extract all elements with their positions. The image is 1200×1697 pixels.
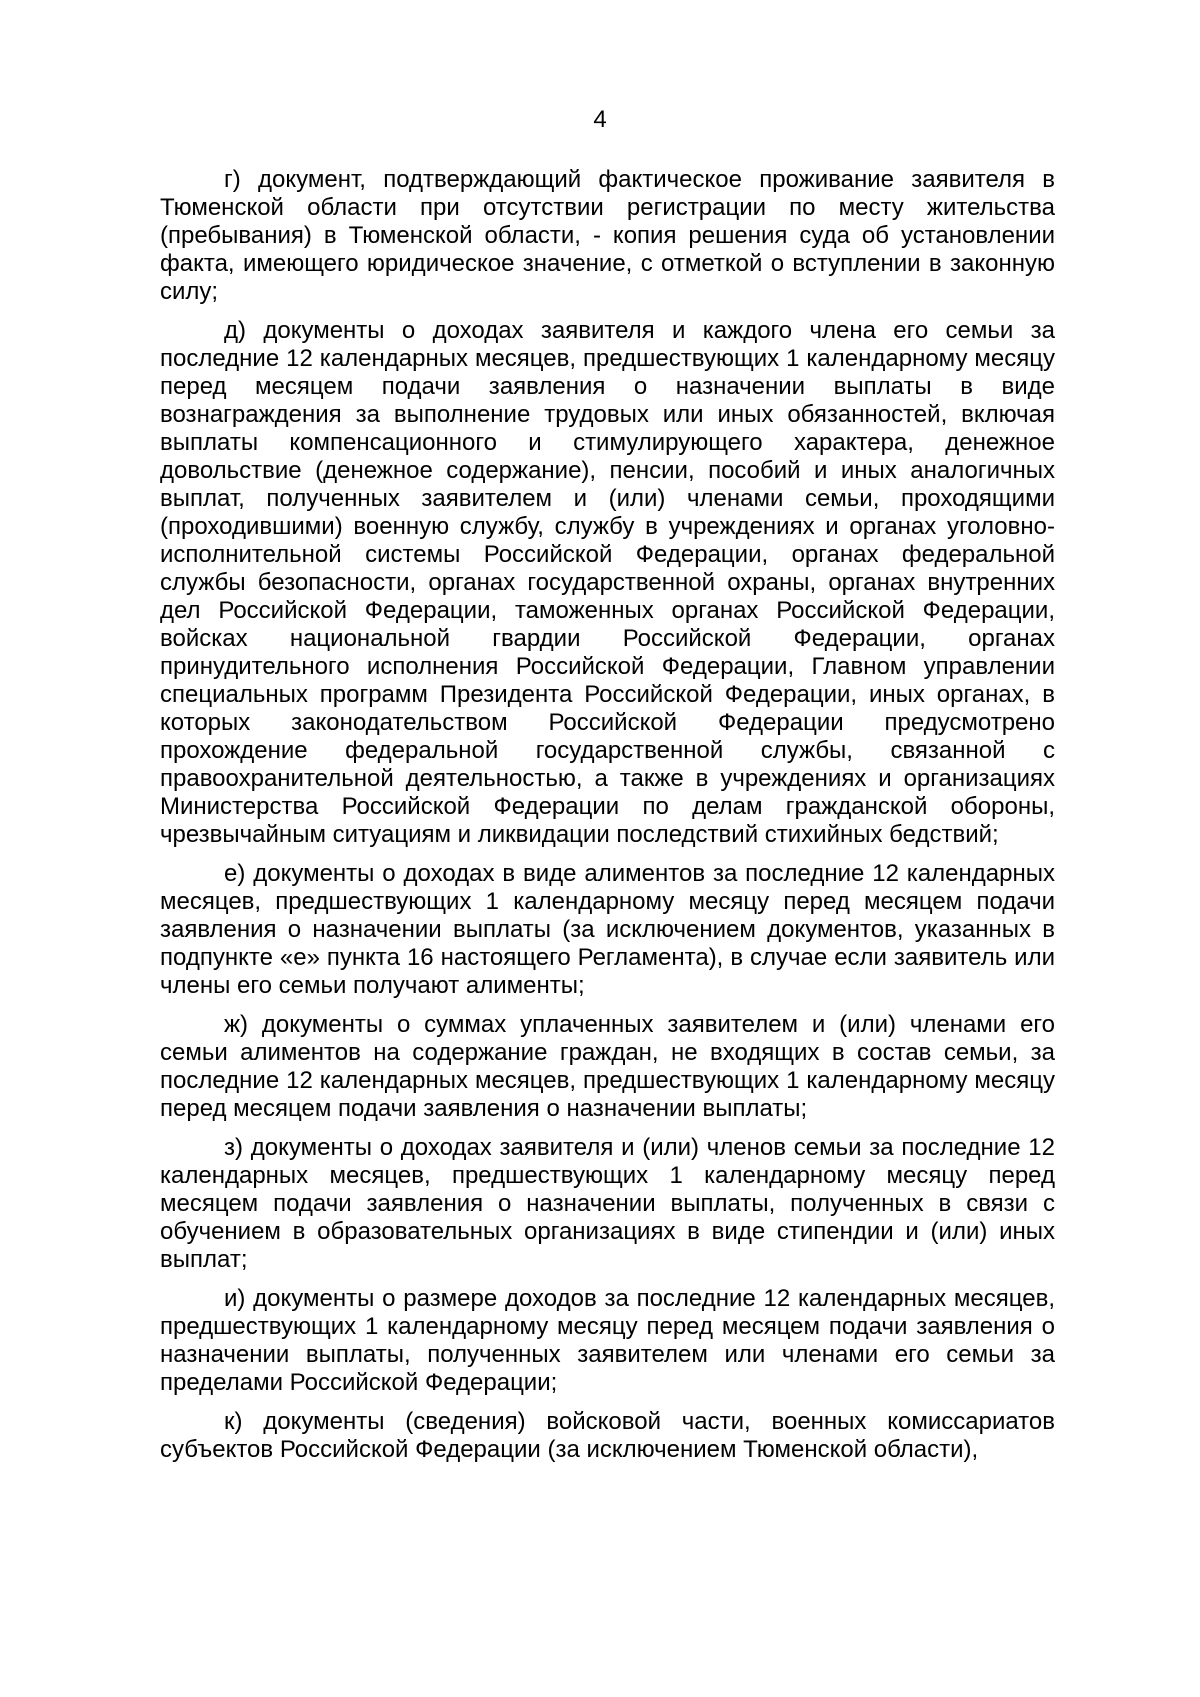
paragraph-g: г) документ, подтверждающий фактическое проживание заявителя в Тюменской области при отсутствии регистрации по месту жительства (пребывания) в Тюменской области, - копия решения суда об установлении факта, имеющего юридическое значение, с отметкой о вступлении в законную силу; [160, 166, 1055, 305]
paragraph-i: и) документы о размере доходов за последние 12 календарных месяцев, предшествующих 1 календарному месяцу перед месяцем подачи заявления о назначении выплаты, полученных заявителем или членами его семьи за пределами Российской Федерации; [160, 1285, 1055, 1396]
page-number: 4 [593, 106, 607, 133]
paragraph-z: з) документы о доходах заявителя и (или) членов семьи за последние 12 календарных месяцев, предшествующих 1 календарному месяцу перед месяцем подачи заявления о назначении выплаты, полученных в связи с обучением в образовательных организациях в виде стипендии и (или) иных выплат; [160, 1134, 1055, 1273]
paragraph-k: к) документы (сведения) войсковой части, военных комиссариатов субъектов Российской Федерации (за исключением Тюменской области), [160, 1408, 1055, 1463]
paragraph-e: е) документы о доходах в виде алиментов за последние 12 календарных месяцев, предшествующих 1 календарному месяцу перед месяцем подачи заявления о назначении выплаты (за исключением документов, указанных в подпункте «е» пункта 16 настоящего Регламента), в случае если заявитель или члены его семьи получают алименты; [160, 860, 1055, 999]
paragraph-d: д) документы о доходах заявителя и каждого члена его семьи за последние 12 календарных месяцев, предшествующих 1 календарному месяцу перед месяцем подачи заявления о назначении выплаты в виде вознаграждения за выполнение трудовых или иных обязанностей, включая выплаты компенсационного и стимулирующего характера, денежное довольствие (денежное содержание), пенсии, пособий и иных аналогичных выплат, полученных заявителем и (или) членами семьи, проходящими (проходившими) военную службу, службу в учреждениях и органах уголовно-исполнительной системы Российской Федерации, органах федеральной службы безопасности, органах государственной охраны, органах внутренних дел Российской Федерации, таможенных органах Российской Федерации, войсках национальной гвардии Российской Федерации, органах принудительного исполнения Российской Федерации, Главном управлении специальных программ Президента Российской Федерации, иных органах, в которых законодательством Российской Федерации предусмотрено прохождение федеральной государственной службы, связанной с правоохранительной деятельностью, а также в учреждениях и организациях Министерства Российской Федерации по делам гражданской обороны, чрезвычайным ситуациям и ликвидации последствий стихийных бедствий; [160, 317, 1055, 848]
document-body [160, 166, 1055, 1475]
paragraph-zh: ж) документы о суммах уплаченных заявителем и (или) членами его семьи алиментов на содержание граждан, не входящих в состав семьи, за последние 12 календарных месяцев, предшествующих 1 календарному месяцу перед месяцем подачи заявления о назначении выплаты; [160, 1011, 1055, 1122]
